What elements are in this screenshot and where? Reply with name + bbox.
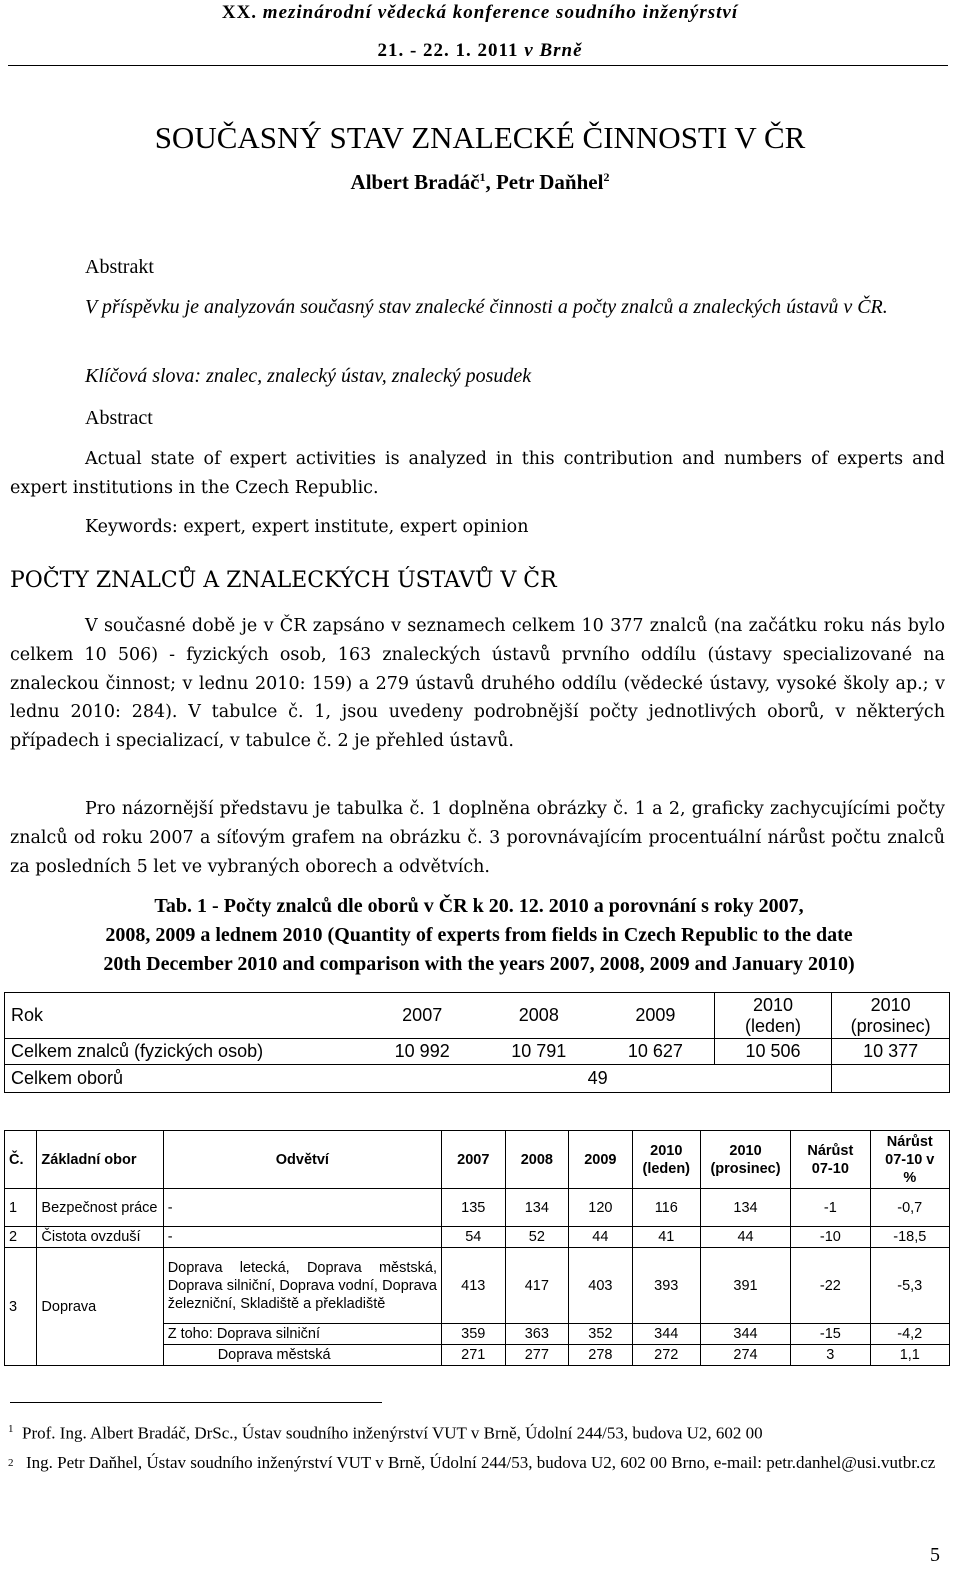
footnote-rule	[10, 1402, 382, 1403]
running-header-line1: XX. mezinárodní vědecká konference soudního inženýrství	[221, 2, 739, 23]
table-row: Z toho: Doprava silniční 359 363 352 344 344 -15 -4,2	[5, 1324, 950, 1345]
paragraph-2: Pro názornější představu je tabulka č. 1 doplněna obrázky č. 1 a 2, graficky zachycujícími počty znalců od roku 2007 a síťovým grafem na obrázku č. 3 porovnávajícím procentuální nárůst počtu znalců za posledních 5 let ve vybraných oborech a odvětvích.	[10, 799, 945, 877]
table-row: Celkem znalců (fyzických osob) 10 992 10 791 10 627 10 506 10 377	[5, 1039, 950, 1065]
authors: Albert Bradáč$^1$, Petr Daňhel$^2$	[350, 170, 610, 194]
table-row: 2 Čistota ovzduší - 54 52 44 41 44 -10 -18,5	[5, 1227, 950, 1248]
table-caption: Tab. 1 - Počty znalců dle oborů v ČR k 20. 12. 2010 a porovnání s roky 2007, 2008, 2009 a lednem 2010 (Quantity of experts from fields in Czech Republic to the date 20th December 2010 and comparison with the years 2007, 2008, 2009 and January 2010)	[103, 895, 855, 975]
header-rule	[8, 65, 948, 66]
paragraph-1: V současné době je v ČR zapsáno v seznamech celkem 10 377 znalců (na začátku roku nás bylo celkem 10 506) - fyzických osob, 163 znaleckých ústavů prvního oddílu (ústavy specializované na znaleckou činnost; v lednu 2010: 159) a 279 ústavů druhého oddílu (vědecké ústavy, vysoké školy ap.; v lednu 2010: 284). V tabulce č. 1, jsou uvedeny podrobnější počty jednotlivých oborů, v některých případech i specializací, v tabulce č. 2 je přehled ústavů.	[10, 616, 945, 752]
klicova-slova: Klíčová slova: znalec, znalecký ústav, znalecký posudek	[85, 365, 532, 387]
table-row: 3 Doprava Doprava letecká, Doprava městská, Doprava silniční, Doprava vodní, Doprava železniční, Skladiště a překladiště 413 417 403 393 391 -22 -5,3	[5, 1248, 950, 1324]
section-title: POČTY ZNALCŮ A ZNALECKÝCH ÚSTAVŮ V ČR	[10, 568, 557, 593]
table-row: Celkem oborů 49	[5, 1065, 950, 1093]
summary-table	[4, 992, 950, 1093]
table-header-row: Č. Základní obor Odvětví 2007 2008 2009 2010 (leden) 2010 (prosinec) Nárůst 07-10 Nárůst 07-10 v %	[5, 1131, 950, 1189]
table-row: Doprava městská 271 277 278 272 274 3 1,1	[5, 1345, 950, 1366]
footnote-2: 2 Ing. Petr Daňhel, Ústav soudního inženýrství VUT v Brně, Údolní 244/53, budova U2, 602 00 Brno, e-mail: petr.danhel@usi.vutbr.cz	[8, 1453, 936, 1472]
page-number: 5	[930, 1544, 940, 1566]
table-row: Rok 2007 2008 2009 2010 (leden) 2010 (prosinec)	[5, 993, 950, 1039]
abstrakt-label: Abstrakt	[85, 256, 154, 278]
paper-title: SOUČASNÝ STAV ZNALECKÉ ČINNOSTI V ČR	[154, 120, 806, 155]
cell-rok: Rok	[5, 993, 364, 1039]
abstract-text: Actual state of expert activities is analyzed in this contribution and numbers of experts and expert institutions in the Czech Republic.	[10, 449, 945, 498]
table-row: 1 Bezpečnost práce - 135 134 120 116 134 -1 -0,7	[5, 1189, 950, 1227]
abstrakt-text: V příspěvku je analyzován současný stav znalecké činnosti a počty znalců a znaleckých ústavů v ČR.	[85, 296, 888, 318]
fields-table	[4, 1130, 950, 1366]
abstract-label: Abstract	[85, 407, 153, 429]
keywords: Keywords: expert, expert institute, expert opinion	[85, 517, 529, 537]
footnote-1: $^1$ Prof. Ing. Albert Bradáč, DrSc., Ústav soudního inženýrství VUT v Brně, Údolní 244/53, budova U2, 602 00	[8, 1423, 763, 1443]
running-header-line2: 21. - 22. 1. 2011 v Brně	[377, 40, 583, 61]
